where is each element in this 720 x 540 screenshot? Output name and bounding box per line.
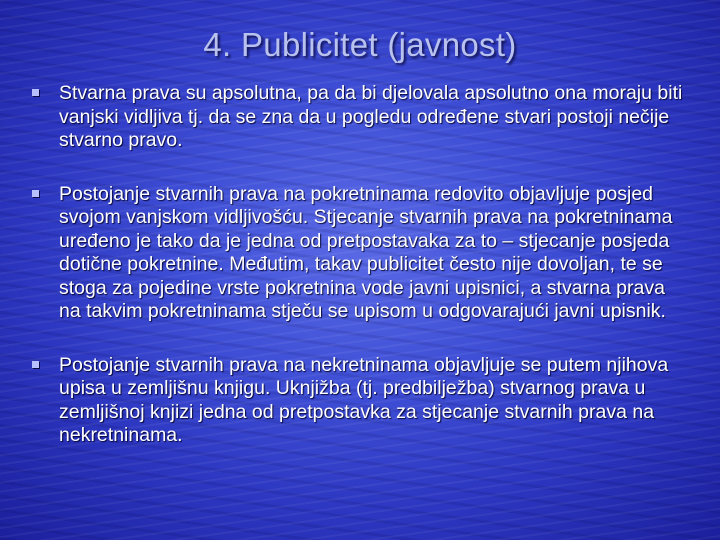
bullet-list — [30, 82, 690, 448]
bullet-text: Postojanje stvarnih prava na nekretninama objavljuje se putem njihova upisa u zemljišnu knjigu. Uknjižba (tj. predbilježba) stvarnog prava u zemljišnoj knjizi jedna od pretpostavka za stjecanje stvarnih prava na nekretninama. — [59, 353, 669, 446]
bullet-item — [30, 82, 690, 153]
bullet-text: Stvarna prava su apsolutna, pa da bi djelovala apsolutno ona moraju biti vanjski vidljiva tj. da se zna da u pogledu određene stvari postoji nečije stvarno pravo. — [59, 82, 683, 151]
square-bullet-icon — [32, 89, 39, 96]
bullet-item — [30, 354, 690, 448]
square-bullet-icon — [32, 361, 39, 368]
bullet-item — [30, 183, 690, 324]
slide-title: 4. Publicitet (javnost) — [203, 26, 517, 63]
bullet-text: Postojanje stvarnih prava na pokretninama redovito objavljuje posjed svojom vanjskom vidljivošću. Stjecanje stvarnih prava na pokretninama uređeno je tako da je jedna od pretpostavaka za to – stjecanje posjeda dotične pokretnine. Međutim, takav publicitet često nije dovoljan, te se stoga za pojedine vrste pokretnina vode javni upisnici, a stvarna prava na takvim pokretninama stječu se upisom u odgovarajući javni upisnik. — [59, 182, 673, 322]
square-bullet-icon — [32, 190, 39, 197]
